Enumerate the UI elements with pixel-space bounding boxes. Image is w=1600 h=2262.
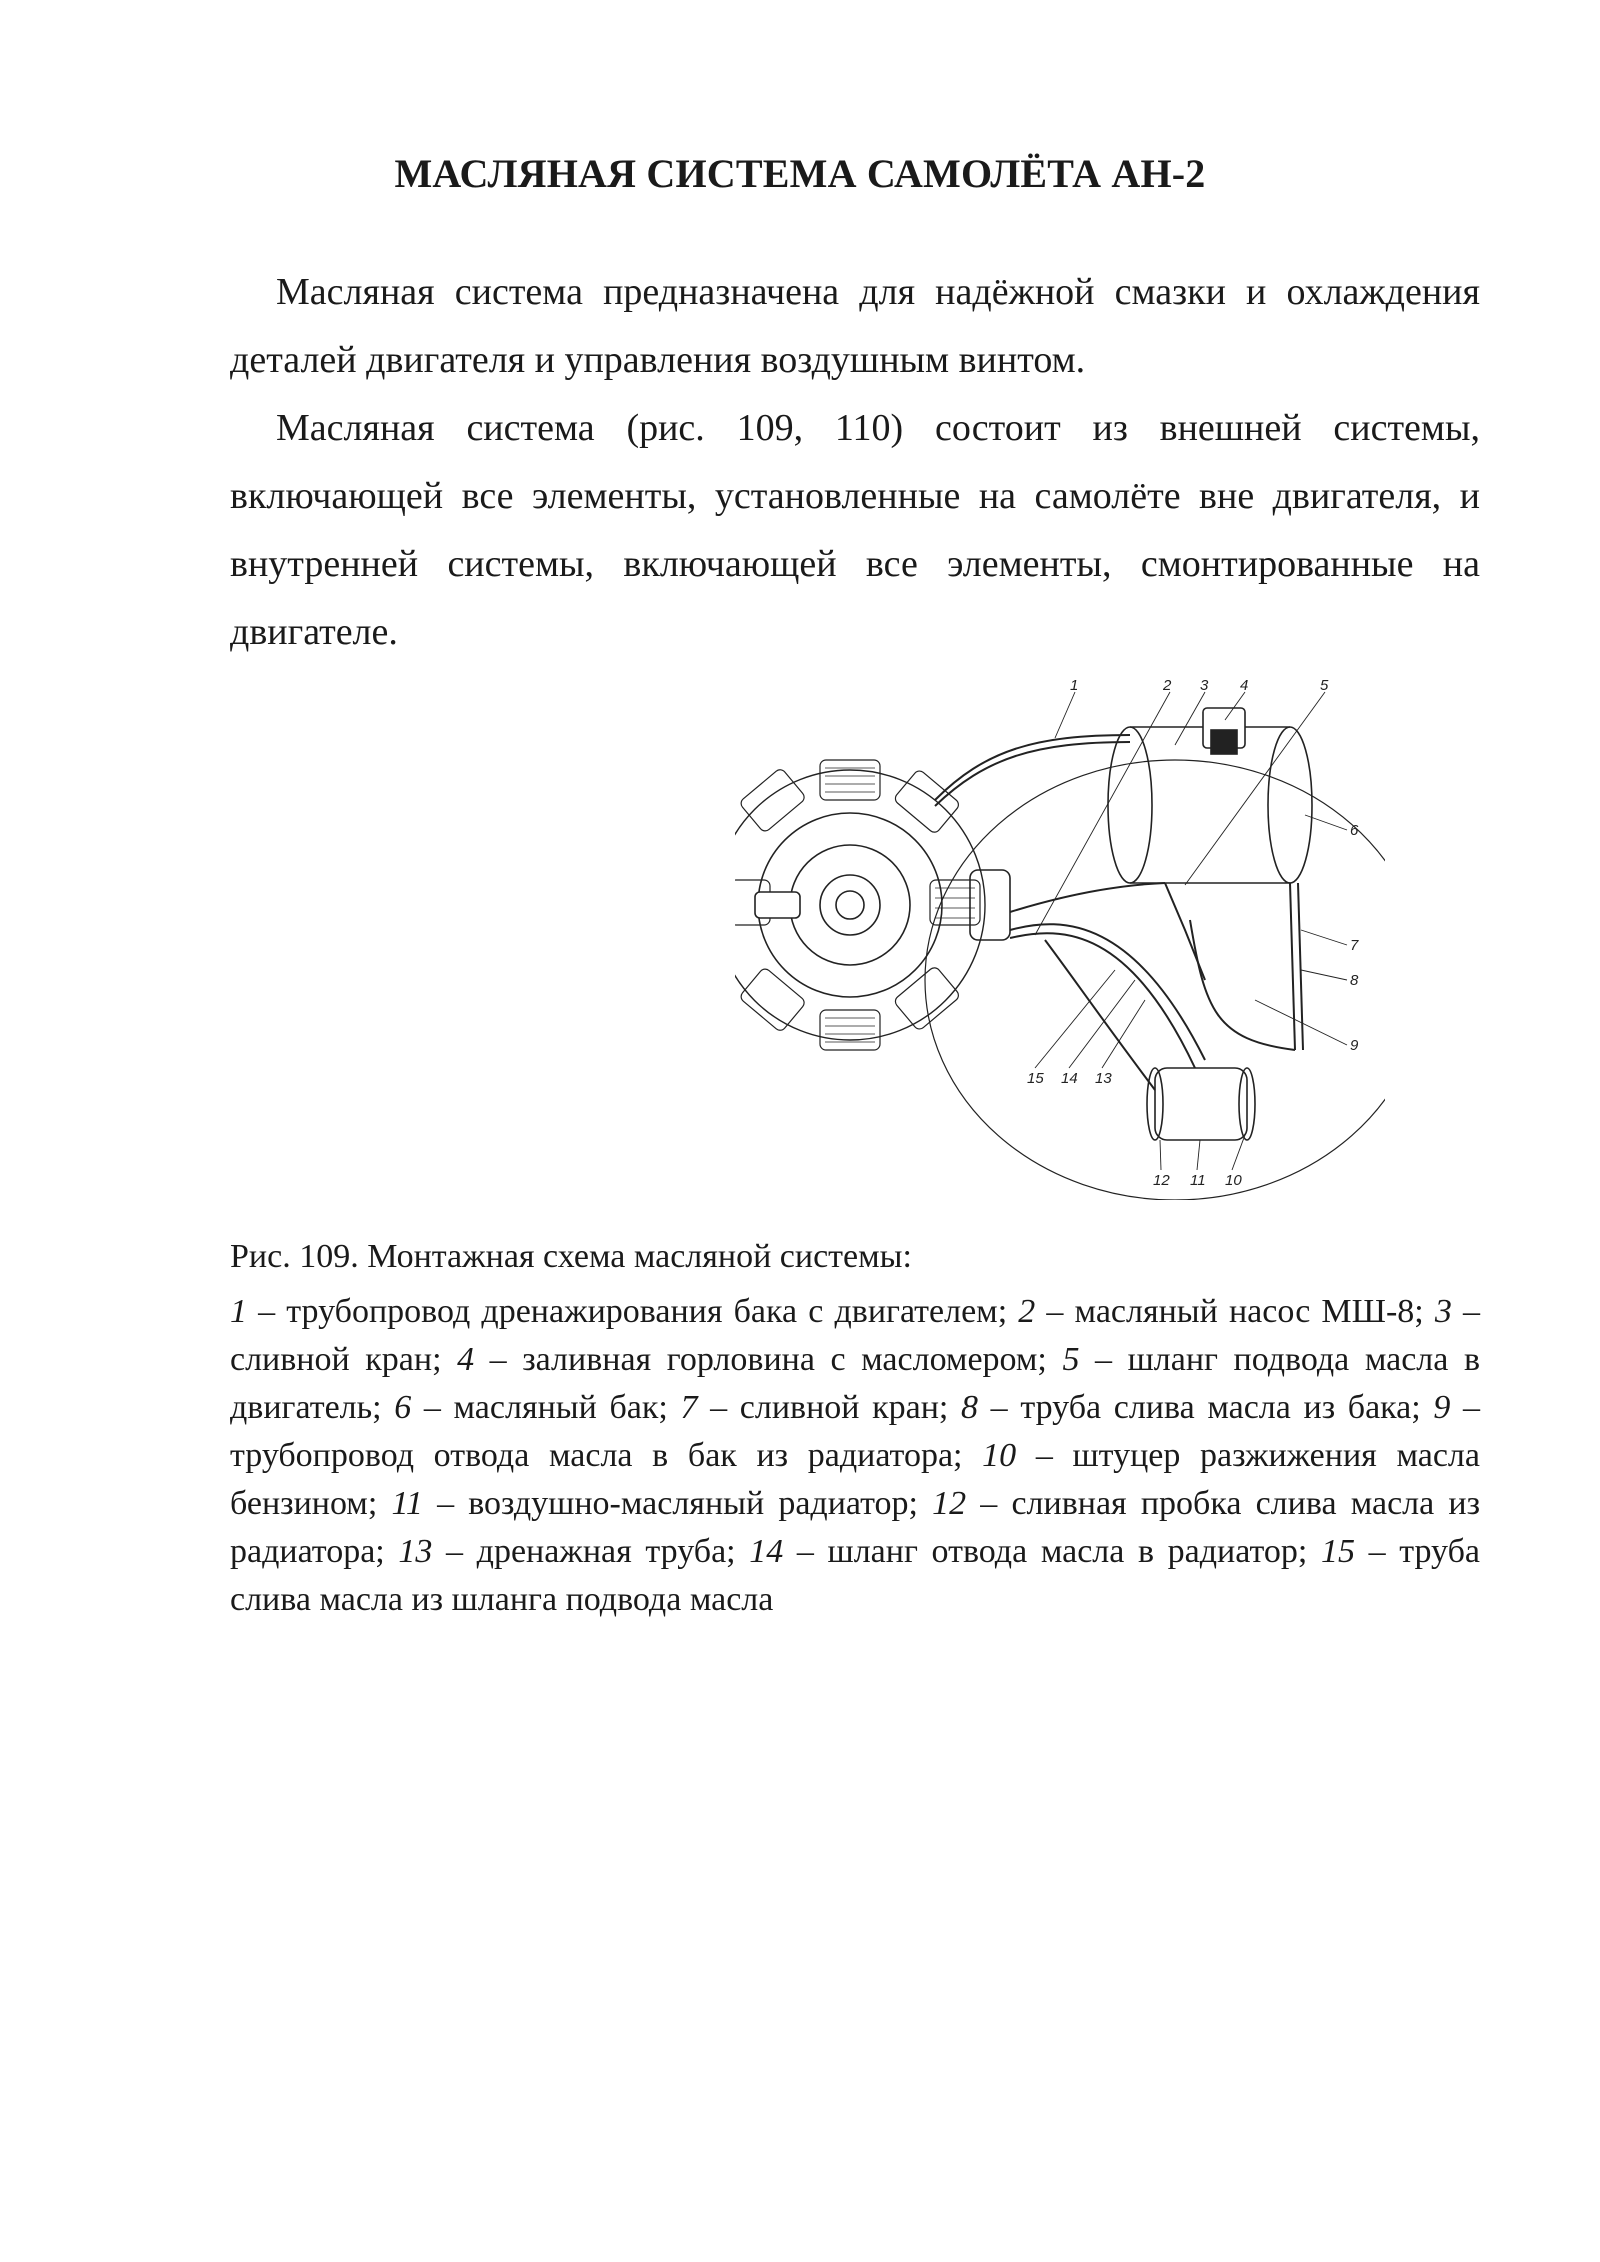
legend-item-text: – трубопровод отвода масла в бак из радиатора;: [230, 1389, 1481, 1474]
legend-item-text: – трубопровод дренажирования бака с двигателем;: [247, 1293, 1019, 1330]
legend-item-number: 10: [982, 1437, 1017, 1474]
oil-system-diagram: [735, 680, 1385, 1200]
callout-7: 7: [1350, 937, 1359, 954]
legend-item-text: – заливная горловина с масломером;: [474, 1341, 1063, 1378]
legend-item-text: – сливная пробка слива масла из радиатора;: [230, 1485, 1480, 1570]
legend-item-number: 14: [749, 1533, 784, 1570]
legend-item-number: 8: [961, 1389, 979, 1426]
legend-item-text: – масляный бак;: [411, 1389, 681, 1426]
engine-drawing: [735, 760, 1010, 1050]
legend-item-number: 13: [398, 1533, 433, 1570]
figure-legend: [230, 1288, 1480, 1624]
legend-item-text: – шланг подвода масла в двигатель;: [230, 1341, 1480, 1426]
legend-item-text: – масляный насос МШ-8;: [1035, 1293, 1435, 1330]
legend-item-text: – труба слива масла из бака;: [978, 1389, 1434, 1426]
oil-radiator: [1147, 1068, 1255, 1140]
callout-6: 6: [1350, 822, 1359, 839]
legend-item-number: 1: [230, 1293, 247, 1330]
callout-15: 15: [1027, 1070, 1044, 1087]
callout-5: 5: [1320, 680, 1329, 694]
legend-item-number: 3: [1434, 1293, 1452, 1330]
legend-item-number: 15: [1320, 1533, 1355, 1570]
figure-caption: Рис. 109. Монтажная схема масляной системы:: [230, 1238, 912, 1275]
legend-item-number: 12: [932, 1485, 967, 1522]
legend-item-text: – воздушно-масляный радиатор;: [422, 1485, 933, 1522]
callout-14: 14: [1061, 1070, 1078, 1087]
callout-2: 2: [1163, 680, 1172, 694]
paragraph-purpose: Масляная система предназначена для надёжной смазки и охлаждения деталей двигателя и управления воздушным винтом.: [230, 271, 1480, 381]
legend-item-text: – дренажная труба;: [432, 1533, 750, 1570]
callout-8: 8: [1350, 972, 1359, 989]
oil-tank: [1108, 708, 1312, 883]
callout-4: 4: [1240, 680, 1249, 694]
callout-10: 10: [1225, 1172, 1242, 1189]
page-title: МАСЛЯНАЯ СИСТЕМА САМОЛЁТА АН-2: [394, 151, 1206, 196]
oil-pipes: [935, 735, 1303, 1090]
legend-item-number: 2: [1018, 1293, 1036, 1330]
legend-item-text: – сливной кран;: [697, 1389, 962, 1426]
callout-13: 13: [1095, 1070, 1112, 1087]
paragraph-composition: Масляная система (рис. 109, 110) состоит из внешней системы, включающей все элементы, установленные на самолёте вне двигателя, и внутренней системы, включающей все элементы, смонтированные на двигателе.: [230, 407, 1480, 653]
legend-item-number: 5: [1062, 1341, 1080, 1378]
legend-item-text: – сливной кран;: [230, 1293, 1481, 1378]
callout-3: 3: [1200, 680, 1209, 694]
legend-item-text: – шланг отвода масла в радиатор;: [783, 1533, 1321, 1570]
legend-item-text: – штуцер разжижения масла бензином;: [230, 1437, 1480, 1522]
legend-item-number: 6: [394, 1389, 412, 1426]
callout-11: 11: [1190, 1172, 1206, 1189]
callout-12: 12: [1153, 1172, 1170, 1189]
legend-item-number: 9: [1433, 1389, 1451, 1426]
legend-item-number: 11: [391, 1485, 423, 1522]
legend-item-text: – труба слива масла из шланга подвода масла: [230, 1533, 1480, 1618]
legend-item-number: 7: [680, 1389, 698, 1426]
callout-9: 9: [1350, 1037, 1359, 1054]
callout-1: 1: [1070, 680, 1079, 694]
legend-item-number: 4: [457, 1341, 475, 1378]
